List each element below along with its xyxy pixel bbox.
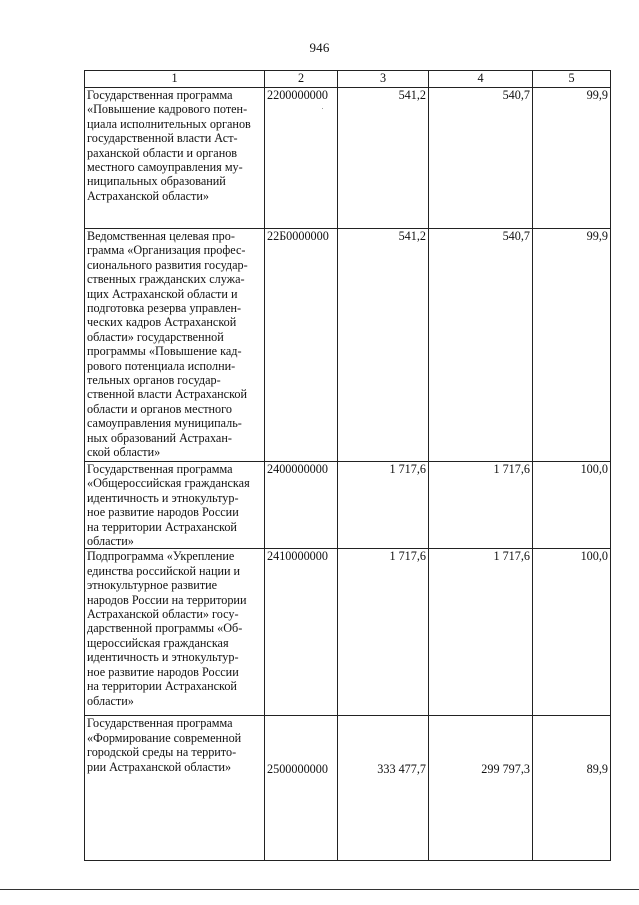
- value-col4-cell: 540,7: [429, 88, 533, 229]
- budget-table: [84, 70, 611, 861]
- program-name-line: этнокультурное развитие: [87, 578, 218, 593]
- program-name-cell: [85, 88, 265, 229]
- value-col3-cell: 541,2: [338, 229, 429, 462]
- column-header-3: 3: [338, 71, 429, 88]
- program-name-line: на территории Астраханской: [87, 679, 237, 694]
- table-row: [85, 462, 611, 549]
- program-name-cell: [85, 549, 265, 716]
- program-name-line: подготовка резерва управлен-: [87, 301, 242, 316]
- value-col3-cell: 1 717,6: [338, 462, 429, 549]
- program-name-cell: [85, 716, 265, 861]
- program-code-cell: 2200000000: [265, 88, 338, 229]
- program-name-cell: [85, 462, 265, 549]
- program-name-line: области» государственной: [87, 329, 224, 344]
- program-name-line: городской среды на террито-: [87, 745, 237, 760]
- program-name-line: ственных гражданских служа-: [87, 272, 245, 287]
- program-code-cell: 22Б0000000: [265, 229, 338, 462]
- program-name-line: тельных органов государ-: [87, 373, 221, 388]
- program-name-cell: [85, 229, 265, 462]
- value-col4-cell: 540,7: [429, 229, 533, 462]
- program-name-line: государственной власти Аст-: [87, 131, 238, 146]
- column-header-2: 2: [265, 71, 338, 88]
- table-row: [85, 88, 611, 229]
- program-name-line: Государственная программа: [87, 88, 233, 102]
- table-row: [85, 549, 611, 716]
- program-name-line: ниципальных образований: [87, 174, 226, 189]
- program-name-line: области и органов местного: [87, 401, 232, 416]
- value-col3-cell: 333 477,7: [338, 716, 429, 861]
- program-name-line: рового потенциала исполни-: [87, 358, 236, 373]
- header-row: [85, 71, 611, 88]
- value-col4-cell: 1 717,6: [429, 462, 533, 549]
- program-name-line: Подпрограмма «Укрепление: [87, 549, 235, 564]
- program-name-line: раханской области и органов: [87, 145, 238, 160]
- program-name-line: Астраханской области»: [87, 188, 209, 203]
- value-col5-cell: 100,0: [533, 549, 611, 716]
- program-name-line: ственной власти Астраханской: [87, 387, 248, 402]
- footer-rule: [0, 889, 639, 890]
- program-code-cell: 2410000000: [265, 549, 338, 716]
- program-name-line: ное развитие народов России: [87, 505, 239, 520]
- program-name-line: области»: [87, 693, 134, 708]
- program-name-line: дарственной программы «Об-: [87, 621, 243, 636]
- program-name-line: Астраханской области» госу-: [87, 607, 239, 622]
- table-row: [85, 229, 611, 462]
- program-code-cell: 2500000000: [265, 716, 338, 861]
- program-code-cell: 2400000000: [265, 462, 338, 549]
- value-col3-cell: 1 717,6: [338, 549, 429, 716]
- program-name-line: щероссийская гражданская: [87, 635, 229, 650]
- value-col5-cell: 99,9: [533, 88, 611, 229]
- value-col3-cell: 541,2: [338, 88, 429, 229]
- page-number: 946: [309, 40, 330, 55]
- program-name-line: области»: [87, 534, 134, 549]
- program-name-line: единства российской нации и: [87, 563, 241, 578]
- program-name-line: ное развитие народов России: [87, 664, 239, 679]
- program-name-line: циала исполнительных органов: [87, 116, 251, 131]
- value-col4-cell: 299 797,3: [429, 716, 533, 861]
- program-name-line: грамма «Организация профес-: [87, 243, 246, 258]
- program-name-line: сионального развития государ-: [87, 257, 248, 272]
- table-row: [85, 716, 611, 861]
- program-name-line: самоуправления муниципаль-: [87, 416, 242, 431]
- program-name-line: «Повышение кадрового потен-: [87, 102, 248, 117]
- value-col5-cell: 89,9: [533, 716, 611, 861]
- program-name-line: ческих кадров Астраханской: [87, 315, 237, 330]
- program-name-line: Государственная программа: [87, 462, 233, 476]
- program-name-line: Государственная программа: [87, 716, 233, 731]
- program-name-line: на территории Астраханской: [87, 519, 237, 534]
- program-name-line: идентичность и этнокультур-: [87, 490, 239, 505]
- value-col5-cell: 100,0: [533, 462, 611, 549]
- program-name-line: рии Астраханской области»: [87, 759, 232, 774]
- column-header-5: 5: [533, 71, 611, 88]
- program-name-line: программы «Повышение кад-: [87, 344, 242, 359]
- program-name-line: ской области»: [87, 445, 161, 460]
- program-name-line: местного самоуправления му-: [87, 160, 243, 175]
- program-name-line: Ведомственная целевая про-: [87, 229, 235, 243]
- column-header-1: 1: [85, 71, 265, 88]
- program-name-line: «Общероссийская гражданская: [87, 476, 250, 491]
- value-col4-cell: 1 717,6: [429, 549, 533, 716]
- program-name-line: щих Астраханской области и: [87, 286, 238, 301]
- value-col5-cell: 99,9: [533, 229, 611, 462]
- program-name-line: «Формирование современной: [87, 730, 242, 745]
- program-name-line: народов России на территории: [87, 592, 247, 607]
- program-name-line: ных образований Астрахан-: [87, 430, 232, 445]
- program-name-line: идентичность и этнокультур-: [87, 650, 239, 665]
- column-header-4: 4: [429, 71, 533, 88]
